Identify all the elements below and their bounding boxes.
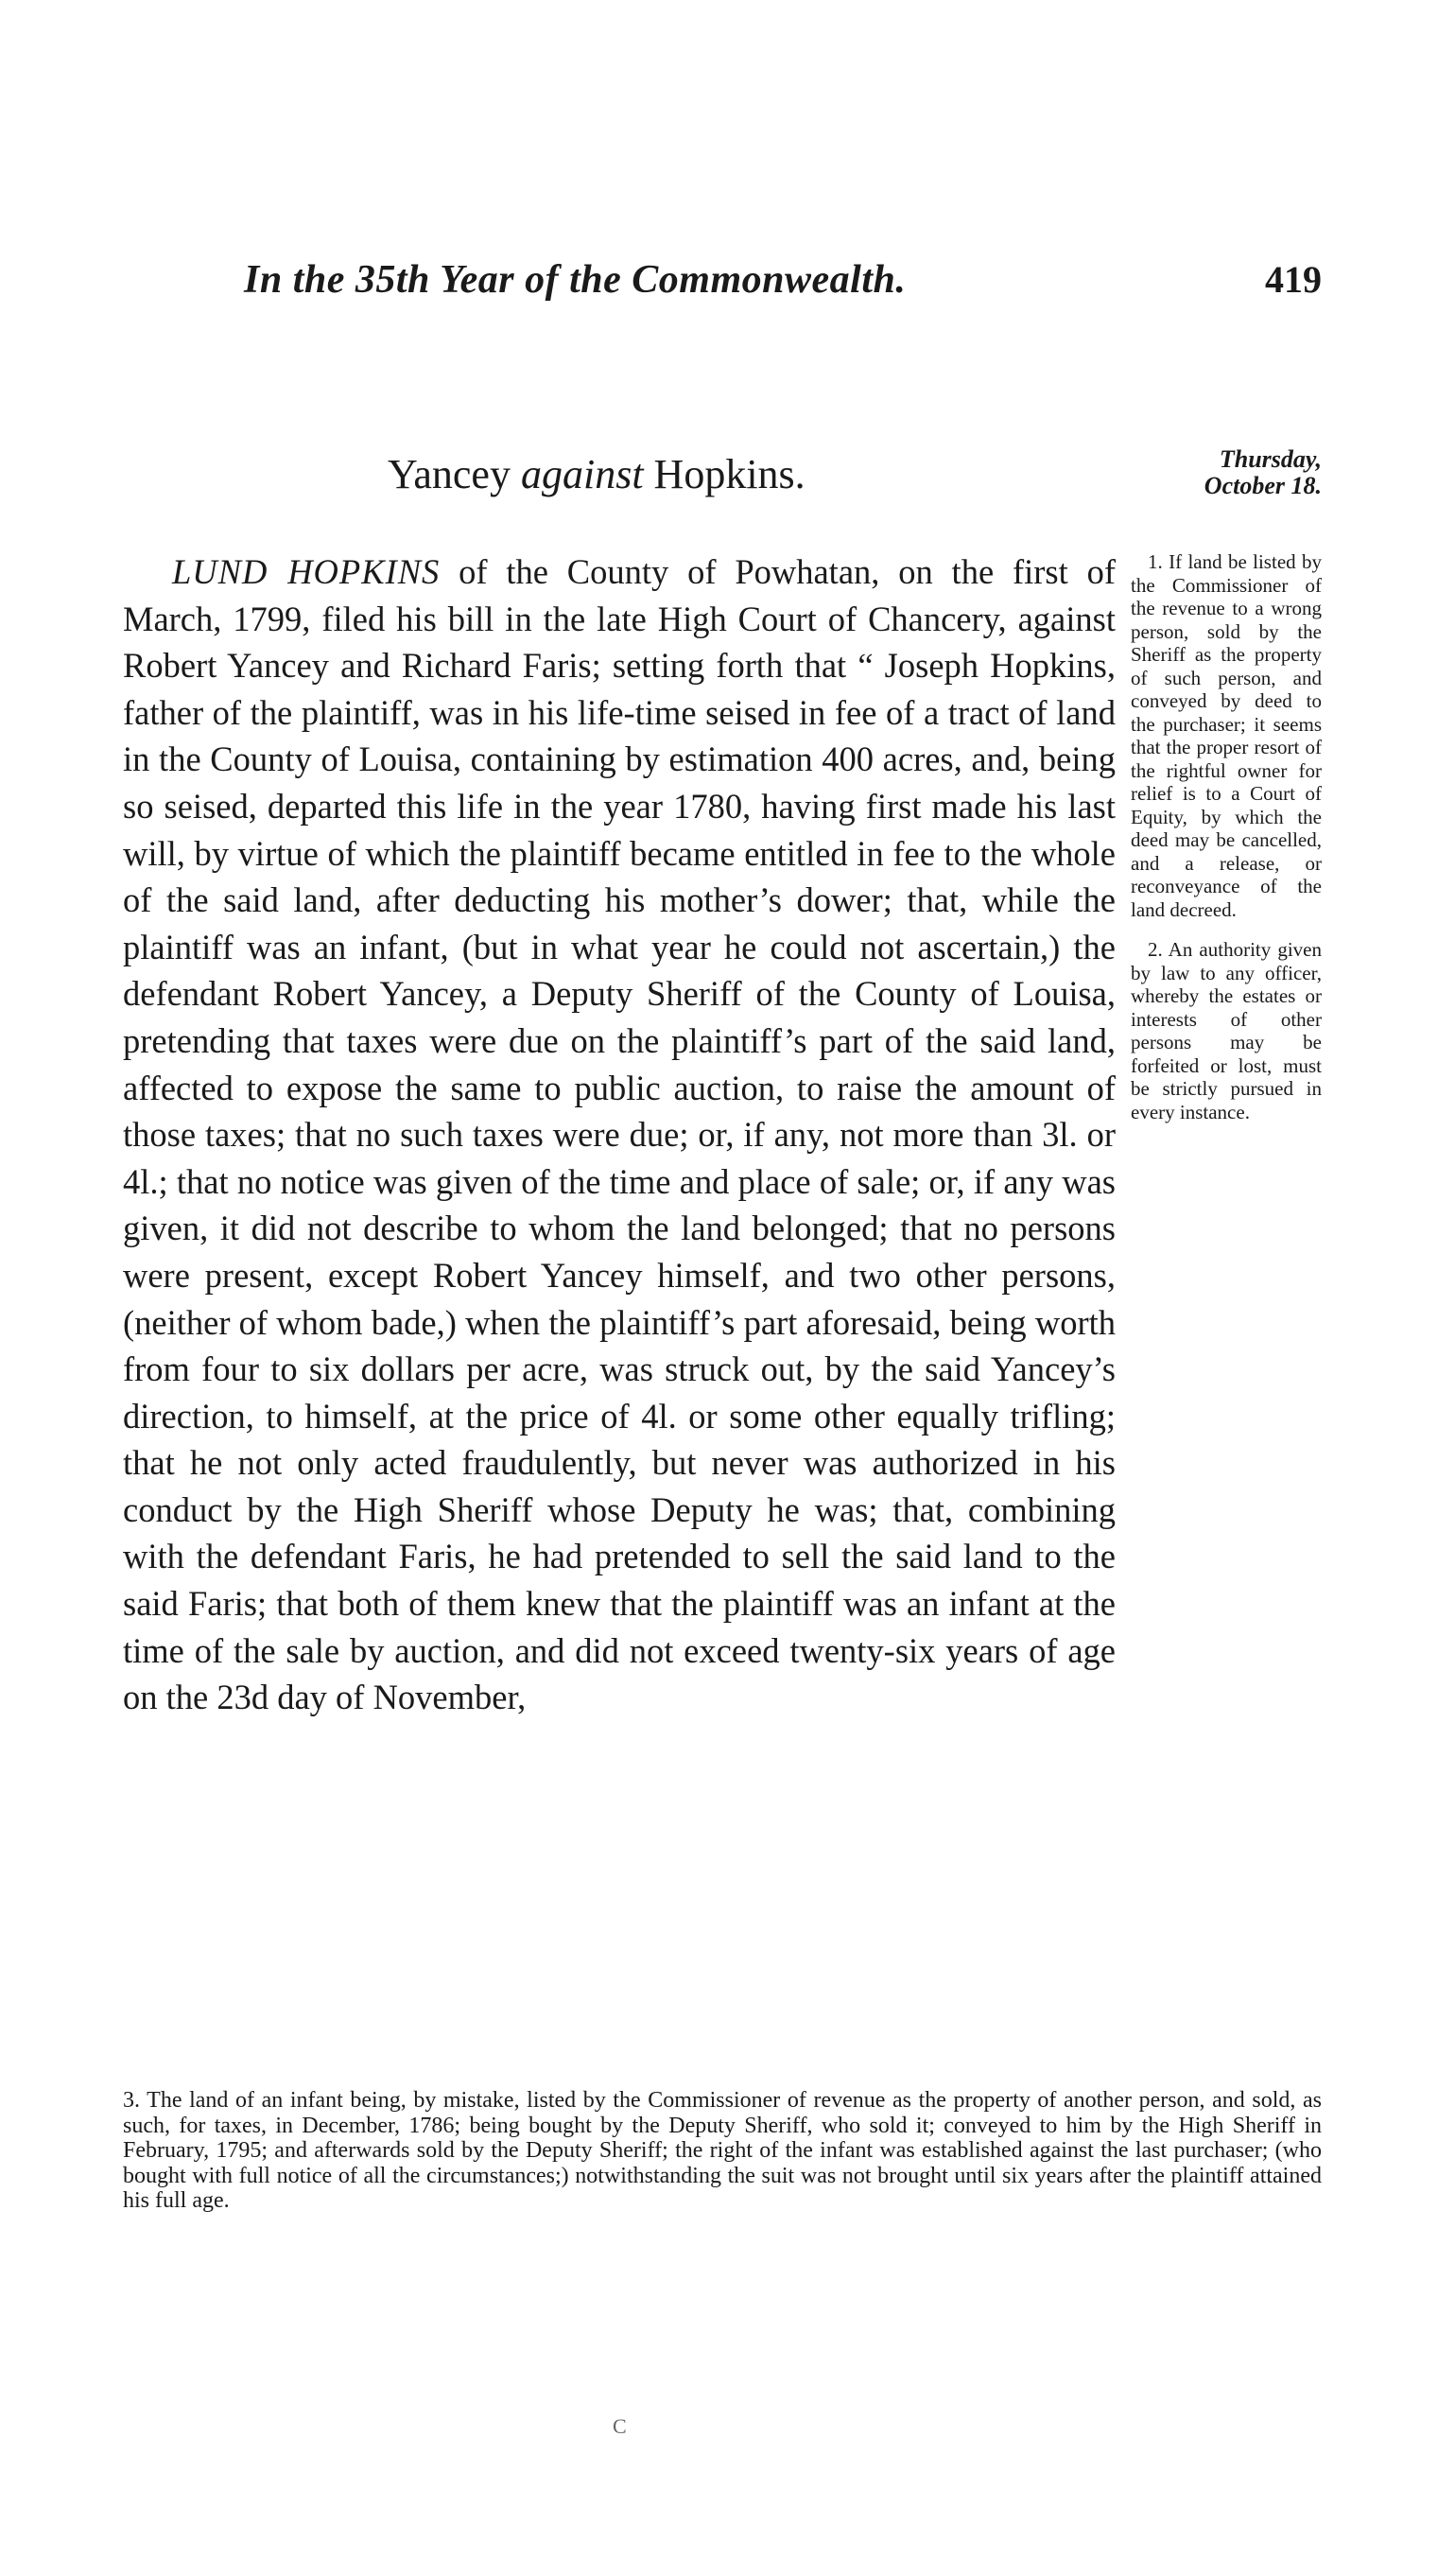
main-text — [123, 548, 1116, 1721]
running-head — [244, 257, 1322, 306]
body-paragraph — [123, 548, 1116, 1721]
margin-note-3: 3. The land of an infant being, by mistake, listed by the Commissioner of revenue as the property of another person, and sold, as such, for taxes, in December, 1786; being bought by the Deputy Sheriff, who sold it; conveyed to him by the High Sheriff in February, 1795; and afterwards sold by the Deputy Sheriff; the right of the infant was established against the last purchaser; (who bought with full notice of all the circumstances;) notwithstanding the suit was not brought until six years after the plaintiff attained his full age. — [123, 2088, 1322, 2213]
margin-note-2: 2. An authority given by law to any officer, whereby the estates or interests of other persons may be forfeited or lost, must be strictly pursued in every instance. — [1131, 938, 1322, 1123]
lead-name: LUND HOPKINS — [172, 552, 441, 591]
margin-notes — [1131, 550, 1322, 1140]
signature-mark: C — [613, 2414, 627, 2438]
plaintiff-name: Yancey — [388, 451, 511, 497]
page-number: 419 — [1265, 258, 1322, 301]
margin-note-1: 1. If land be listed by the Commissioner of the revenue to a wrong person, sold by the Sheriff as the property of such person, and conveyed by deed to the purchaser; it seems that the proper resort of the rightful owner for relief is to a Court of Equity, by which the deed may be cancelled, and a release, or reconveyance of the land decreed. — [1131, 550, 1322, 921]
running-title: In the 35th Year of the Commonwealth. — [244, 258, 907, 302]
case-title — [388, 450, 805, 498]
defendant-name: Hopkins. — [653, 451, 805, 497]
case-date-day: Thursday, — [1219, 445, 1322, 473]
case-date-month: October 18. — [1204, 472, 1322, 499]
versus-word: against — [520, 451, 644, 497]
case-date — [1142, 446, 1322, 499]
body-text: of the County of Powhatan, on the first of March, 1799, filed his bill in the late High Court of Chancery, against Robert Yancey and Richard Faris; setting forth that “ Joseph Hopkins, father of the plaintiff, was in his life-time seised in fee of a tract of land in the County of Louisa, containing by estimation 400 acres, and, being so seised, departed this life in the year 1780, having first made his last will, by virtue of which the plaintiff became entitled in fee to the whole of the said land, after deducting his mother’s dower; that, while the plaintiff was an infant, (but in what year he could not ascertain,) the defendant Robert Yancey, a Deputy Sheriff of the County of Louisa, pretending that taxes were due on the plaintiff’s part of the said land, affected to expose the same to public auction, to raise the amount of those taxes; that no such taxes were due; or, if any, not more than 3l. or 4l.; that no notice was given of the time and place of sale; or, if any was given, it did not describe to whom the land belonged; that no persons were present, except Robert Yancey himself, and two other persons, (neither of whom bade,) when the plaintiff’s part aforesaid, being worth from four to six dollars per acre, was struck out, by the said Yancey’s direction, to himself, at the price of 4l. or some other equally trifling; that he not only acted fraudulently, but never was authorized in his conduct by the High Sheriff whose Deputy he was; that, combining with the defendant Faris, he had pretended to sell the said land to the said Faris; that both of them knew that the plaintiff was an infant at the time of the sale by auction, and did not exceed twenty-six years of age on the 23d day of November, — [123, 552, 1116, 1717]
